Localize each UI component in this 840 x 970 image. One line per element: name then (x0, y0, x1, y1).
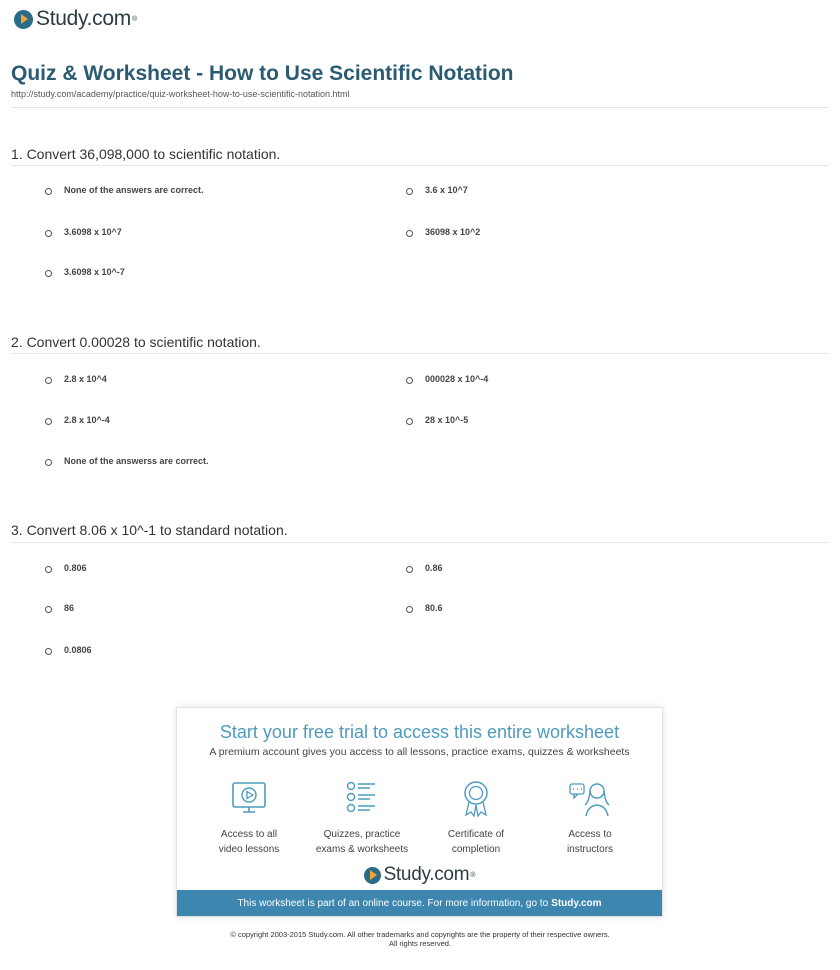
radio-button[interactable] (406, 377, 413, 384)
radio-button[interactable] (45, 648, 52, 655)
feature-label: Quizzes, practice exams & worksheets (315, 829, 409, 855)
option-label: 0.806 (64, 563, 87, 573)
instructor-icon (568, 778, 612, 818)
radio-button[interactable] (406, 606, 413, 613)
option-label: None of the answers are correct. (64, 185, 204, 195)
promo-title: Start your free trial to access this entire worksheet (219, 722, 620, 742)
study-play-icon (364, 867, 381, 884)
rights-line: All rights reserved. (388, 939, 452, 948)
promo-study-logo[interactable] (177, 864, 662, 886)
option-label: None of the answerss are correct. (64, 456, 209, 466)
divider (11, 107, 829, 108)
option-label: 3.6098 x 10^7 (64, 227, 122, 237)
divider (11, 353, 829, 354)
q3-option-3[interactable] (45, 603, 74, 613)
question-3: 3. Convert 8.06 x 10^-1 to standard notation. (11, 522, 288, 538)
radio-button[interactable] (406, 418, 413, 425)
copyright-line: © copyright 2003-2015 Study.com. All other trademarks and copyrights are the property of their respective owners. (230, 930, 610, 939)
course-info-bar (177, 890, 662, 916)
feature-label: Access to instructors (566, 829, 614, 855)
logo-trademark: ® (470, 871, 476, 879)
quiz-list-icon (342, 778, 382, 818)
page-url[interactable]: http://study.com/academy/practice/quiz-worksheet-how-to-use-scientific-notation.html (11, 89, 350, 99)
option-label: 000028 x 10^-4 (425, 374, 489, 384)
q2-option-3[interactable] (45, 415, 110, 425)
q1-option-5[interactable] (45, 267, 125, 277)
q2-option-4[interactable] (406, 415, 468, 425)
feature-instructors (535, 778, 645, 857)
study-link[interactable]: Study.com (551, 897, 602, 909)
radio-button[interactable] (406, 188, 413, 195)
radio-button[interactable] (45, 418, 52, 425)
divider (11, 165, 829, 166)
certificate-icon (456, 778, 496, 818)
radio-button[interactable] (45, 230, 52, 237)
radio-button[interactable] (45, 459, 52, 466)
q1-option-1[interactable] (45, 185, 204, 195)
divider (11, 542, 829, 543)
q3-option-2[interactable] (406, 563, 443, 573)
question-1: 1. Convert 36,098,000 to scientific notation. (11, 146, 281, 162)
feature-video-lessons (194, 778, 304, 857)
study-play-icon (14, 10, 33, 29)
promo-subtitle: A premium account gives you access to all lessons, practice exams, quizzes & worksheets (209, 746, 630, 758)
course-info-text: This worksheet is part of an online course. For more information, go to (237, 897, 549, 909)
page-title: Quiz & Worksheet - How to Use Scientific Notation (11, 62, 514, 85)
q3-option-1[interactable] (45, 563, 87, 573)
video-lesson-icon (229, 778, 269, 818)
q1-option-3[interactable] (45, 227, 122, 237)
q1-option-4[interactable] (406, 227, 480, 237)
feature-certificate (421, 778, 531, 857)
q2-option-2[interactable] (406, 374, 488, 384)
logo-text: Study.com (383, 864, 470, 885)
q3-option-5[interactable] (45, 645, 92, 655)
feature-label: Access to all video lessons (218, 829, 280, 855)
feature-quizzes (307, 778, 417, 857)
q2-option-5[interactable] (45, 456, 209, 466)
study-logo[interactable] (14, 7, 137, 31)
q3-option-4[interactable] (406, 603, 443, 613)
radio-button[interactable] (45, 606, 52, 613)
option-label: 86 (64, 603, 75, 613)
feature-label: Certificate of completion (447, 829, 505, 855)
radio-button[interactable] (45, 377, 52, 384)
radio-button[interactable] (45, 270, 52, 277)
option-label: 2.8 x 10^4 (64, 374, 107, 384)
option-label: 3.6 x 10^7 (425, 185, 468, 195)
radio-button[interactable] (45, 188, 52, 195)
option-label: 80.6 (425, 603, 443, 613)
option-label: 3.6098 x 10^-7 (64, 267, 125, 277)
logo-text: Study.com (36, 7, 131, 30)
q2-option-1[interactable] (45, 374, 107, 384)
radio-button[interactable] (45, 566, 52, 573)
copyright-footer (0, 930, 840, 948)
option-label: 36098 x 10^2 (425, 227, 481, 237)
logo-trademark: ® (131, 15, 138, 23)
q1-option-2[interactable] (406, 185, 468, 195)
option-label: 28 x 10^-5 (425, 415, 469, 425)
option-label: 0.86 (425, 563, 443, 573)
option-label: 0.0806 (64, 645, 92, 655)
option-label: 2.8 x 10^-4 (64, 415, 110, 425)
question-2: 2. Convert 0.00028 to scientific notation. (11, 334, 261, 350)
free-trial-promo[interactable] (176, 707, 663, 917)
radio-button[interactable] (406, 230, 413, 237)
radio-button[interactable] (406, 566, 413, 573)
